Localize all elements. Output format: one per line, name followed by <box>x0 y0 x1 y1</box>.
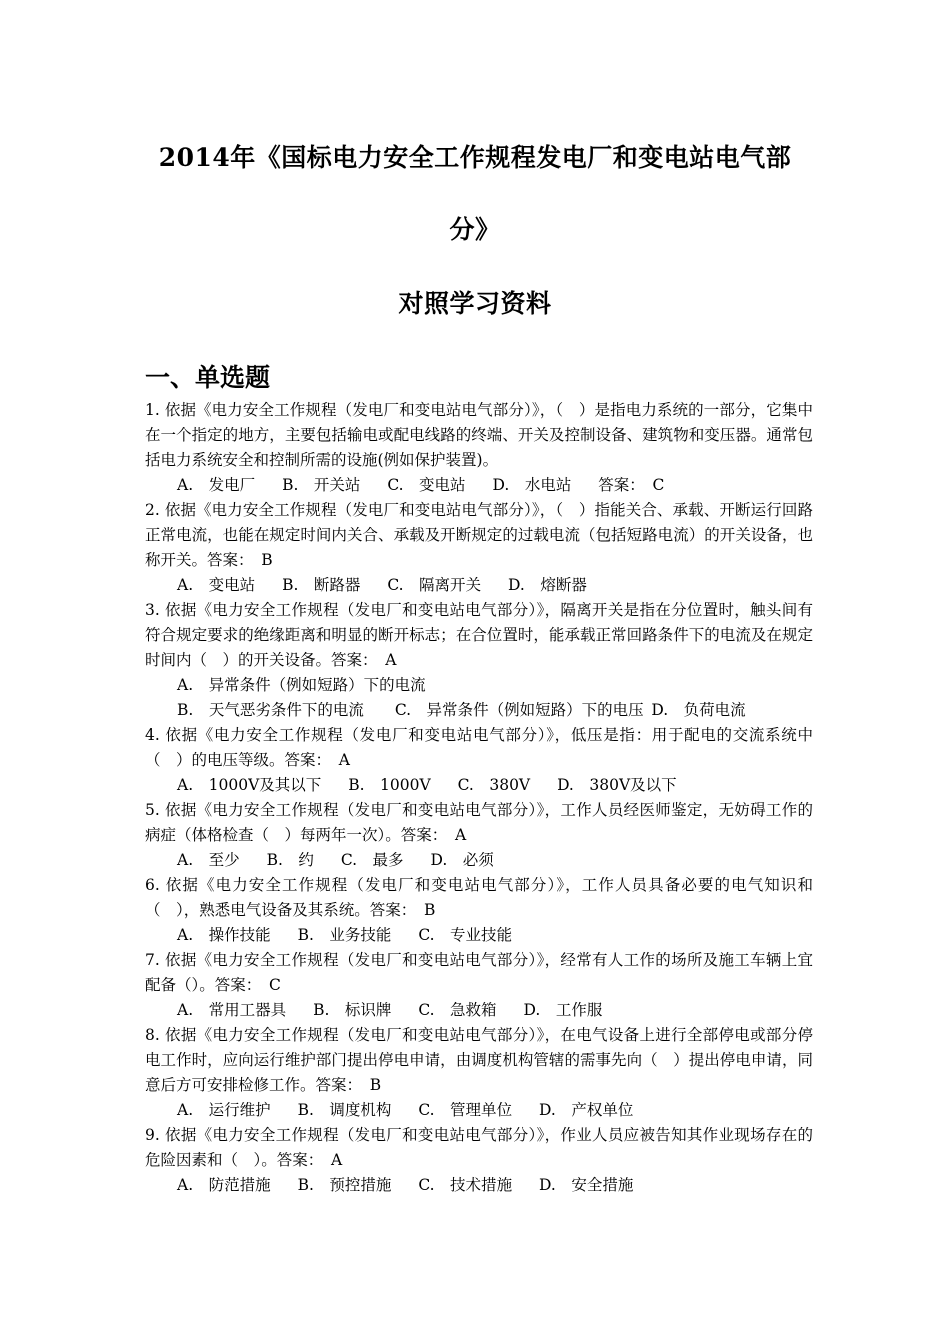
question-item <box>145 873 813 948</box>
section-heading: 一、单选题 <box>145 363 271 392</box>
question-text: 6. 依据《电力安全工作规程（发电厂和变电站电气部分）》，工作人员具备必要的电气知识和（ ），熟悉电气设备及其系统。答案： B <box>145 876 813 919</box>
question-options <box>145 998 813 1023</box>
question-item <box>145 598 813 723</box>
option-d: D. 负荷电流 <box>651 701 746 719</box>
question-options <box>145 573 813 598</box>
question-options <box>145 773 813 798</box>
option-b: B. 业务技能 <box>297 926 392 944</box>
option-c: C. 380V <box>457 776 531 794</box>
option-a: A. 异常条件（例如短路）下的电流 <box>177 676 426 694</box>
question-text: 5. 依据《电力安全工作规程（发电厂和变电站电气部分）》，工作人员经医师鉴定，无妨碍工作的病症（体格检查（ ）每两年一次）。答案： A <box>145 801 814 844</box>
question-options <box>145 673 813 698</box>
option-a: A. 防范措施 <box>177 1176 271 1194</box>
question-text: 2. 依据《电力安全工作规程（发电厂和变电站电气部分）》，（ ）指能关合、承载、开断运行回路正常电流，也能在规定时间内关合、承载及开断规定的过载电流（包括短路电流）的开关设备，也称开关。答案： B <box>145 501 813 569</box>
question-text: 1. 依据《电力安全工作规程（发电厂和变电站电气部分）》，（ ）是指电力系统的一部分，它集中在一个指定的地方，主要包括输电或配电线路的终端、开关及控制设备、建筑物和变压器。通常包括电力系统安全和控制所需的设施(例如保护装置)。 <box>145 401 813 469</box>
option-d: D. 安全措施 <box>539 1176 634 1194</box>
question-list <box>145 398 813 1198</box>
question-text: 9. 依据《电力安全工作规程（发电厂和变电站电气部分）》，作业人员应被告知其作业现场存在的危险因素和（ ）。答案： A <box>145 1126 814 1169</box>
option-c: C. 急救箱 <box>418 1001 497 1019</box>
question-options <box>145 473 813 498</box>
question-options <box>145 848 813 873</box>
option-b: B. 预控措施 <box>297 1176 392 1194</box>
question-options <box>145 1173 813 1198</box>
question-item <box>145 948 813 1023</box>
option-b: B. 天气恶劣条件下的电流 <box>177 701 364 719</box>
question-options <box>145 698 813 723</box>
option-d: D. 熔断器 <box>508 576 587 594</box>
option-c: C. 异常条件（例如短路）下的电压 <box>394 701 644 719</box>
option-c: C. 最多 <box>340 851 404 869</box>
question-text: 7. 依据《电力安全工作规程（发电厂和变电站电气部分）》，经常有人工作的场所及施工车辆上宜配备（）。答案： C <box>145 951 814 994</box>
option-a: A. 至少 <box>177 851 240 869</box>
option-d: D. 水电站 <box>492 476 572 494</box>
option-d: D. 380V及以下 <box>557 776 677 794</box>
option-a: A. 1000V及其以下 <box>177 776 322 794</box>
option-a: A. 变电站 <box>177 576 256 594</box>
option-c: C. 技术措施 <box>418 1176 513 1194</box>
option-b: B. 开关站 <box>282 476 361 494</box>
option-b: B. 1000V <box>348 776 431 794</box>
option-a: A. 操作技能 <box>177 926 271 944</box>
question-options <box>145 1098 813 1123</box>
option-b: B. 断路器 <box>282 576 361 594</box>
question-text: 3. 依据《电力安全工作规程（发电厂和变电站电气部分）》，隔离开关是指在分位置时，触头间有符合规定要求的绝缘距离和明显的断开标志；在合位置时，能承载正常回路条件下的电流及在规定时间内（ ）的开关设备。答案： A <box>145 601 814 669</box>
option-c: C. 隔离开关 <box>387 576 482 594</box>
question-item <box>145 1123 813 1198</box>
question-text: 8. 依据《电力安全工作规程（发电厂和变电站电气部分）》，在电气设备上进行全部停电或部分停电工作时，应向运行维护部门提出停电申请，由调度机构管辖的需事先向（ ）提出停电申请，同意后方可安排检修工作。答案： B <box>145 1026 814 1094</box>
option-a: A. 常用工器具 <box>177 1001 287 1019</box>
option-d: D. 工作服 <box>523 1001 603 1019</box>
document-title-line-1: 2014年《国标电力安全工作规程发电厂和变电站电气部 <box>158 143 792 172</box>
document-title-line-2: 分》 <box>449 215 501 244</box>
option-a: A. 发电厂 <box>177 476 256 494</box>
question-options <box>145 923 813 948</box>
answer: 答案： C <box>598 476 665 494</box>
option-a: A. 运行维护 <box>177 1101 271 1119</box>
question-text: 4. 依据《电力安全工作规程（发电厂和变电站电气部分）》，低压是指：用于配电的交流系统中（ ）的电压等级。答案： A <box>145 726 813 769</box>
question-item <box>145 398 813 498</box>
option-b: B. 调度机构 <box>297 1101 392 1119</box>
option-c: C. 专业技能 <box>418 926 513 944</box>
question-item <box>145 723 813 798</box>
option-b: B. 约 <box>266 851 314 869</box>
option-c: C. 变电站 <box>387 476 466 494</box>
option-b: B. 标识牌 <box>313 1001 392 1019</box>
question-item <box>145 798 813 873</box>
option-c: C. 管理单位 <box>418 1101 513 1119</box>
question-item <box>145 1023 813 1123</box>
option-d: D. 产权单位 <box>539 1101 634 1119</box>
question-item <box>145 498 813 598</box>
document-subtitle: 对照学习资料 <box>398 289 552 318</box>
option-d: D. 必须 <box>430 851 494 869</box>
